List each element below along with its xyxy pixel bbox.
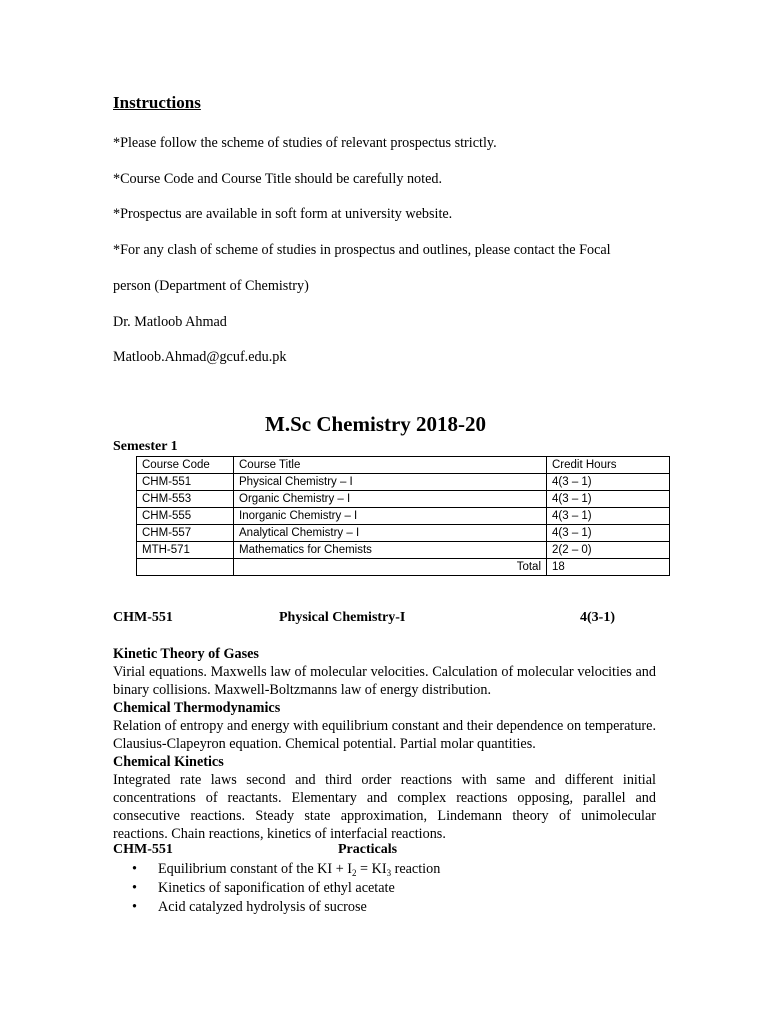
practicals-label: Practicals [338, 842, 398, 857]
course-title: Analytical Chemistry – I [234, 525, 547, 542]
table-row [137, 508, 670, 525]
total-label: Total [234, 559, 547, 576]
outline-course-credits: 4(3-1) [580, 610, 615, 625]
contact-name: Dr. Matloob Ahmad [113, 314, 227, 330]
instruction-line: person (Department of Chemistry) [113, 278, 309, 294]
total-value: 18 [547, 559, 670, 576]
course-title: Inorganic Chemistry – I [234, 508, 547, 525]
table-row [137, 474, 670, 491]
table-total-row [137, 559, 670, 576]
course-code: CHM-553 [137, 491, 234, 508]
section-heading: Kinetic Theory of Gases [113, 646, 259, 662]
header-course-title: Course Title [234, 457, 547, 474]
course-table [136, 456, 670, 576]
instruction-line: *Please follow the scheme of studies of relevant prospectus strictly. [113, 135, 497, 151]
program-title: M.Sc Chemistry 2018-20 [265, 412, 487, 436]
table-row [137, 542, 670, 559]
list-item: • Equilibrium constant of the KI + $I_2 = KI_3$ reaction [132, 861, 441, 878]
credit-hours: 4(3 – 1) [547, 491, 670, 508]
table-row [137, 525, 670, 542]
header-credit-hours: Credit Hours [547, 457, 670, 474]
table-header-row [137, 457, 670, 474]
table-row [137, 491, 670, 508]
bullet-icon: • [132, 880, 137, 896]
empty-cell [137, 559, 234, 576]
credit-hours: 4(3 – 1) [547, 508, 670, 525]
instruction-line: *Course Code and Course Title should be carefully noted. [113, 171, 443, 187]
outline-course-code: CHM-551 [113, 610, 173, 625]
course-title: Mathematics for Chemists [234, 542, 547, 559]
section-heading: Chemical Thermodynamics [113, 700, 281, 716]
section-text: Virial equations. Maxwells law of molecular velocities. Calculation of molecular velocities and binary collisions. Maxwell-Boltzmanns law of energy distribution. [113, 664, 656, 698]
section-text: Relation of entropy and energy with equilibrium constant and their dependence on temperature. Clausius-Clapeyron equation. Chemical potential. Partial molar quantities. [113, 718, 656, 752]
section-heading: Chemical Kinetics [113, 754, 224, 770]
course-outline-body [113, 645, 656, 843]
course-code: MTH-571 [137, 542, 234, 559]
instruction-line: *For any clash of scheme of studies in prospectus and outlines, please contact the Focal [113, 242, 611, 258]
header-course-code: Course Code [137, 457, 234, 474]
bullet-icon: • [132, 899, 137, 915]
section-text: Integrated rate laws second and third order reactions with same and different initial concentrations of reactants. Elementary and complex reactions opposing, parallel and consecutive reactions. Steady state approximation, Lindemann theory of unimolecular reactions. Chain reactions, kinetics of interfacial reactions. [113, 772, 656, 842]
course-code: CHM-555 [137, 508, 234, 525]
course-code: CHM-551 [137, 474, 234, 491]
credit-hours: 4(3 – 1) [547, 525, 670, 542]
outline-course-title: Physical Chemistry-I [279, 610, 406, 625]
practicals-course-code: CHM-551 [113, 842, 173, 857]
credit-hours: 2(2 – 0) [547, 542, 670, 559]
list-item: • Kinetics of saponification of ethyl acetate [132, 880, 395, 896]
course-code: CHM-557 [137, 525, 234, 542]
course-title: Organic Chemistry – I [234, 491, 547, 508]
bullet-icon: • [132, 861, 137, 877]
contact-email: Matloob.Ahmad@gcuf.edu.pk [113, 349, 287, 365]
list-item: • Acid catalyzed hydrolysis of sucrose [132, 899, 367, 915]
course-title: Physical Chemistry – I [234, 474, 547, 491]
semester-label: Semester 1 [113, 439, 178, 454]
instruction-line: *Prospectus are available in soft form at university website. [113, 206, 453, 222]
practicals-list [113, 860, 440, 917]
instructions-heading: Instructions [113, 93, 201, 112]
credit-hours: 4(3 – 1) [547, 474, 670, 491]
